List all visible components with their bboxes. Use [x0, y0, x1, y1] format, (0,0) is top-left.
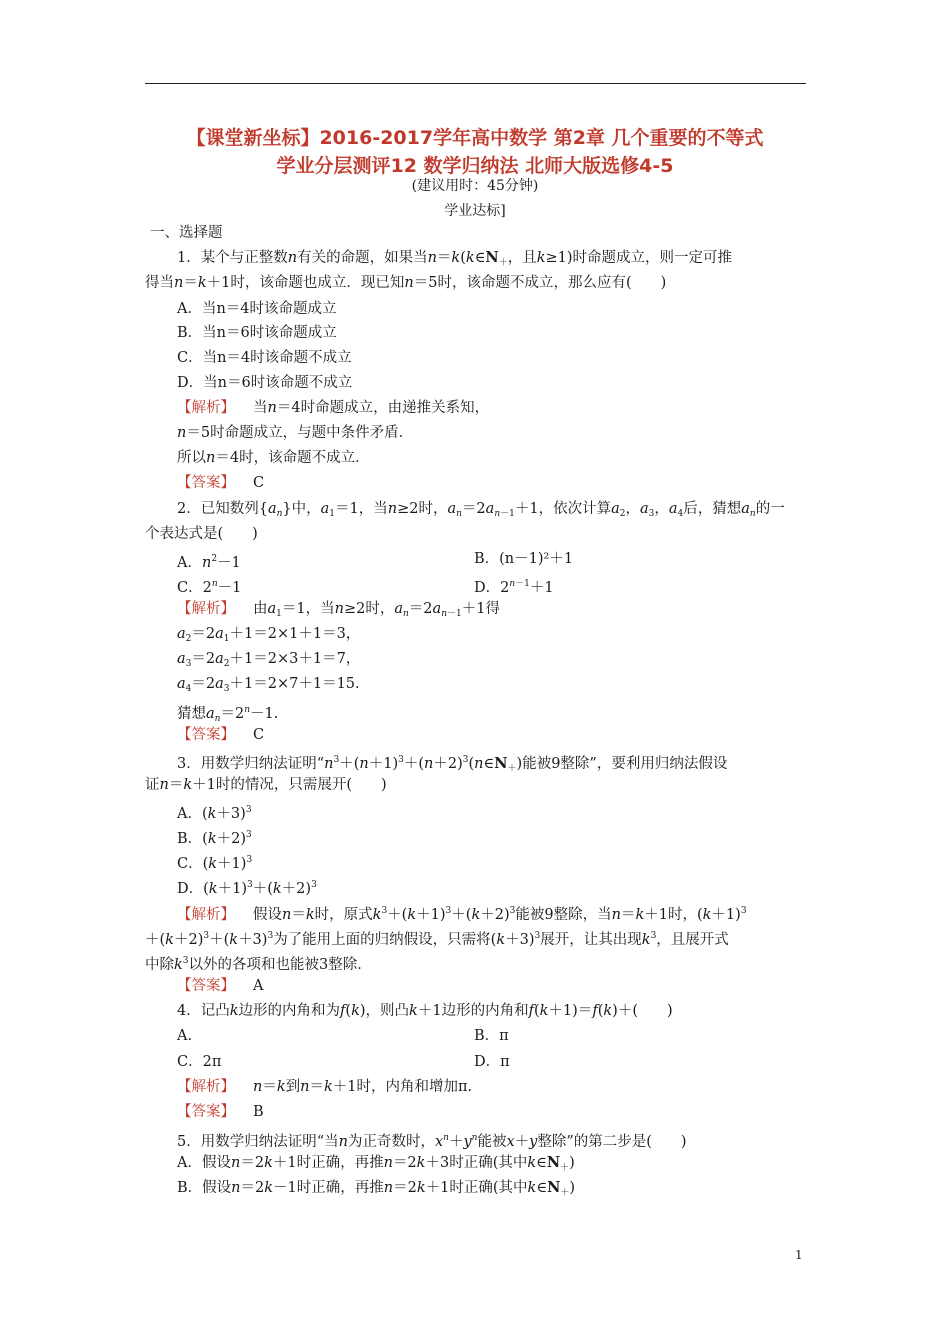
q3-analysis-line-1: 【解析】 假设n＝k时，原式$k^3+(k+1)^3+(k+2)^3$能被9整除，当n＝k＋1时，$(k+1)^3$	[177, 906, 747, 923]
doc-title-line-1: 【课堂新坐标】2016-2017学年高中数学 第2章 几个重要的不等式	[186, 127, 764, 149]
q2-answer	[177, 725, 264, 745]
doc-title-line-2: 学业分层测评12 数学归纳法 北师大版选修4-5	[276, 155, 674, 177]
q1-option-a: A．当n＝4时该命题成立	[177, 301, 337, 317]
q1-stem-line-2: 得当n＝k＋1时，该命题也成立．现已知n＝5时，该命题不成立，那么应有( )	[145, 275, 667, 291]
q4-stem: 4．记凸k边形的内角和为f(k)，则凸k＋1边形的内角和f(k＋1)＝f(k)＋( )	[177, 1003, 673, 1019]
q3-option-c: C．$(k+1)^3$	[177, 855, 253, 872]
q4-analysis: 【解析】 n＝k到n＝k＋1时，内角和增加π.	[177, 1079, 473, 1095]
section-heading: 学业达标]	[444, 203, 506, 219]
q1-option-c: C．当n＝4时该命题不成立	[177, 350, 352, 366]
q1-option-d: D．当n＝6时该命题不成立	[177, 375, 353, 391]
q1-analysis-line-1: 【解析】 当n＝4时命题成立，由递推关系知，	[177, 400, 490, 416]
q3-analysis-line-3: 中除$k^3$以外的各项和也能被3整除．	[145, 956, 372, 973]
q2-analysis-line-3: $a_3=2a_2+1=2\times 3+1=7$，	[177, 651, 361, 669]
q3-option-b: B．$(k+2)^3$	[177, 830, 252, 847]
q2-analysis-line-5: 猜想$a_n=2^n-1$.	[177, 705, 279, 724]
q3-stem-line-1: 3．用数学归纳法证明“$n^3+(n+1)^3+(n+2)^3(n\in N_+)$能被9整除”，要利用归纳法假设	[177, 755, 728, 774]
q2-analysis-line-2: $a_2=2a_1+1=2\times 1+1=3$，	[177, 626, 361, 644]
answer-tag: 【答案】	[177, 727, 235, 743]
q4-answer	[177, 1102, 264, 1122]
analysis-tag: 【解析】	[177, 907, 235, 923]
q2-option-b: B．(n－1)²＋1	[474, 551, 574, 567]
q2-stem-line-1: 2．已知数列$\{a_n\}$中，$a_1=1$，当n≥2时，$a_n=2a_{n-1}+1$，依次计算$a_2$，$a_3$，$a_4$后，猜想$a_n$的一	[177, 501, 785, 519]
q1-analysis-line-2: n＝5时命题成立，与题中条件矛盾．	[177, 425, 414, 441]
q1-analysis-line-3: 所以n＝4时，该命题不成立．	[177, 450, 370, 466]
answer-tag: 【答案】	[177, 1104, 235, 1120]
q5-option-a: A．假设n＝2k＋1时正确，再推n＝2k＋3时正确(其中$k\in N_+$)	[177, 1154, 575, 1173]
q3-option-a: A．$(k+3)^3$	[177, 805, 252, 822]
q2-analysis-line-1: 【解析】 由$a_1=1$，当n≥2时，$a_n=2a_{n-1}+1$得	[177, 601, 500, 619]
q3-analysis-line-2: $+(k+2)^3+(k+3)^3$为了能用上面的归纳假设，只需将$(k+3)^3$展开，让其出现$k^3$，且展开式	[145, 931, 729, 948]
q2-analysis-line-4: $a_4=2a_3+1=2\times 7+1=15$.	[177, 676, 360, 694]
q3-answer	[177, 976, 263, 996]
q5-stem: 5．用数学归纳法证明“当n为正奇数时，$x^n+y^n$能被x＋y整除”的第二步是( )	[177, 1133, 687, 1150]
q2-answer-value: C	[253, 727, 265, 743]
answer-tag: 【答案】	[177, 978, 235, 994]
part-heading: 一、选择题	[150, 225, 223, 241]
q1-stem-line-1: 1．某个与正整数n有关的命题，如果当$n=k(k\in N_+$，且k≥1)时命题成立，则一定可推	[177, 249, 733, 268]
q1-option-b: B．当n＝6时该命题成立	[177, 325, 337, 341]
q2-option-c: C．$2^n-1$	[177, 579, 242, 596]
q3-answer-value: A	[253, 978, 264, 994]
analysis-tag: 【解析】	[177, 400, 235, 416]
q2-stem-line-2: 个表达式是( )	[145, 526, 258, 542]
answer-tag: 【答案】	[177, 475, 235, 491]
q1-answer-value: C	[253, 475, 265, 491]
analysis-tag: 【解析】	[177, 601, 235, 617]
q4-option-b: B．π	[474, 1028, 509, 1044]
q4-option-c: C．2π	[177, 1054, 222, 1070]
analysis-tag: 【解析】	[177, 1079, 235, 1095]
q4-answer-value: B	[253, 1104, 264, 1120]
suggested-time: (建议用时：45分钟)	[411, 178, 539, 194]
page-number: 1	[795, 1248, 803, 1262]
q1-answer	[177, 473, 264, 493]
q2-option-a: A．$n^2-1$	[177, 554, 241, 571]
q4-option-d: D．π	[474, 1054, 510, 1070]
q4-option-a: A.	[177, 1028, 193, 1044]
q2-option-d: D．$2^{n-1}+1$	[474, 579, 554, 596]
q3-stem-line-2: 证n＝k＋1时的情况，只需展开( )	[145, 777, 387, 793]
q5-option-b: B．假设n＝2k－1时正确，再推n＝2k＋1时正确(其中$k\in N_+$)	[177, 1179, 576, 1198]
header-rule	[145, 83, 806, 84]
q3-option-d: D．$(k+1)^3+(k+2)^3$	[177, 880, 317, 897]
